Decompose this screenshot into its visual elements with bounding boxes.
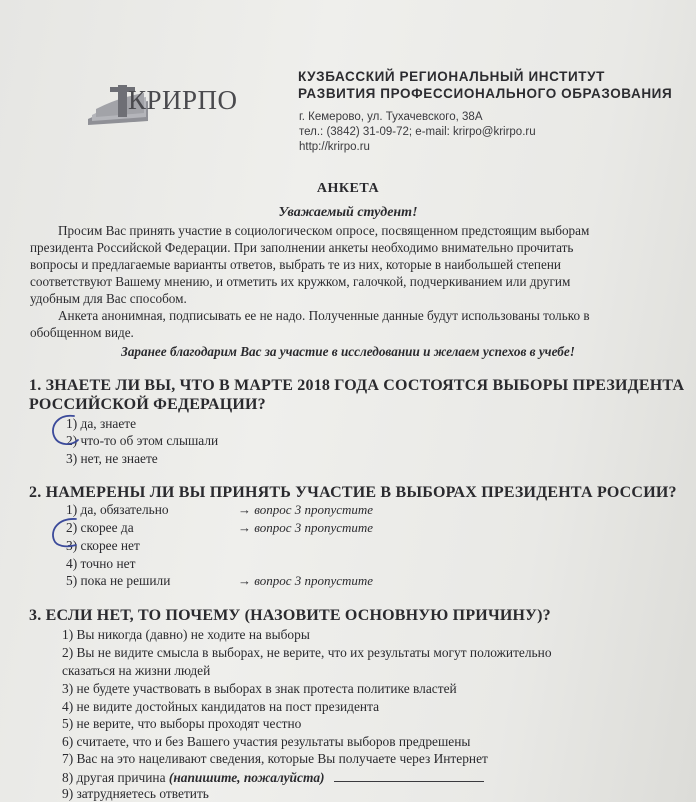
org-name-line2: РАЗВИТИЯ ПРОФЕССИОНАЛЬНОГО ОБРАЗОВАНИЯ — [298, 86, 673, 101]
q1-title-line1: 1. ЗНАЕТЕ ЛИ ВЫ, ЧТО В МАРТЕ 2018 ГОДА СОСТОЯТСЯ ВЫБОРЫ ПРЕЗИДЕНТА — [29, 377, 685, 394]
q1-option-1[interactable]: 1) да, знаете — [66, 416, 137, 431]
intro-line: Просим Вас принять участие в социологическом опросе, посвященном предстоящим выборам — [58, 223, 590, 238]
q3-option-2[interactable]: 2) Вы не видите смысла в выборах, не верите, что их результаты могут положительно — [62, 645, 552, 660]
intro-line: обобщенном виде. — [30, 325, 134, 340]
q2-title: 2. НАМЕРЕНЫ ЛИ ВЫ ПРИНЯТЬ УЧАСТИЕ В ВЫБОРАХ ПРЕЗИДЕНТА РОССИИ? — [29, 484, 677, 501]
org-phone-email: тел.: (3842) 31-09-72; e-mail: krirpo@krirpo.ru — [299, 126, 536, 138]
q2-skip-note-2: → вопрос 3 пропустите — [238, 520, 374, 535]
thanks-line: Заранее благодарим Вас за участие в исследовании и желаем успехов в учебе! — [121, 344, 575, 359]
q3-option-3[interactable]: 3) не будете участвовать в выборах в знак протеста политике властей — [62, 681, 457, 696]
logo-text: КРИРПО — [128, 85, 238, 115]
q3-other-hint: (напишите, пожалуйста) — [168, 770, 325, 785]
q3-title: 3. ЕСЛИ НЕТ, ТО ПОЧЕМУ (НАЗОВИТЕ ОСНОВНУЮ ПРИЧИНУ)? — [29, 607, 551, 624]
greeting: Уважаемый студент! — [278, 205, 418, 220]
q2-skip-note-1: → вопрос 3 пропустите — [238, 502, 374, 517]
q3-option-7[interactable]: 7) Вас на это нацеливают сведения, которые Вы получаете через Интернет — [62, 751, 488, 766]
intro-line: удобным для Вас способом. — [30, 291, 187, 306]
form-title: АНКЕТА — [316, 181, 380, 196]
q2-option-2[interactable]: 2) скорее да — [66, 520, 134, 535]
q3-option-2-cont: сказаться на жизни людей — [62, 663, 211, 678]
q3-option-4[interactable]: 4) не видите достойных кандидатов на пост президента — [62, 699, 380, 714]
org-website: http://krirpo.ru — [299, 141, 370, 153]
q2-skip-note-5: → вопрос 3 пропустите — [238, 573, 374, 588]
org-name-line1: КУЗБАССКИЙ РЕГИОНАЛЬНЫЙ ИНСТИТУТ — [298, 69, 605, 84]
q3-option-6[interactable]: 6) считаете, что и без Вашего участия результаты выборов предрешены — [62, 734, 471, 749]
q2-option-1[interactable]: 1) да, обязательно — [66, 502, 169, 517]
q3-option-9[interactable]: 9) затрудняетесь ответить — [62, 786, 209, 801]
q2-option-4[interactable]: 4) точно нет — [66, 556, 136, 571]
q2-answer-circle-mark — [53, 519, 76, 546]
q1-option-2[interactable]: 2) что-то об этом слышали — [66, 433, 219, 448]
intro-line: Анкета анонимная, подписывать ее не надо. Полученные данные будут использованы только в — [58, 308, 590, 323]
intro-line: вопросы и предлагаемые варианты ответов, выбрать те из них, которые в наибольшей степени — [30, 257, 561, 272]
q1-option-3[interactable]: 3) нет, не знаете — [66, 451, 158, 466]
intro-line: соответствуют Вашему мнению, и отметить их кружком, галочкой, подчеркиванием или другим — [30, 274, 571, 289]
q2-option-3[interactable]: 3) скорее нет — [66, 538, 140, 553]
org-address: г. Кемерово, ул. Тухачевского, 38А — [299, 111, 483, 123]
q2-option-5[interactable]: 5) пока не решили — [66, 573, 171, 588]
q3-option-1[interactable]: 1) Вы никогда (давно) не ходите на выборы — [62, 627, 310, 642]
intro-line: президента Российской Федерации. При заполнении анкеты необходимо внимательно прочитать — [30, 240, 574, 255]
q3-option-5[interactable]: 5) не верите, что выборы проходят честно — [62, 716, 302, 731]
q3-option-8-label: 8) другая причина — [62, 770, 166, 785]
q1-title-line2: РОССИЙСКОЙ ФЕДЕРАЦИИ? — [29, 396, 266, 413]
q1-answer-circle-mark — [53, 416, 78, 444]
